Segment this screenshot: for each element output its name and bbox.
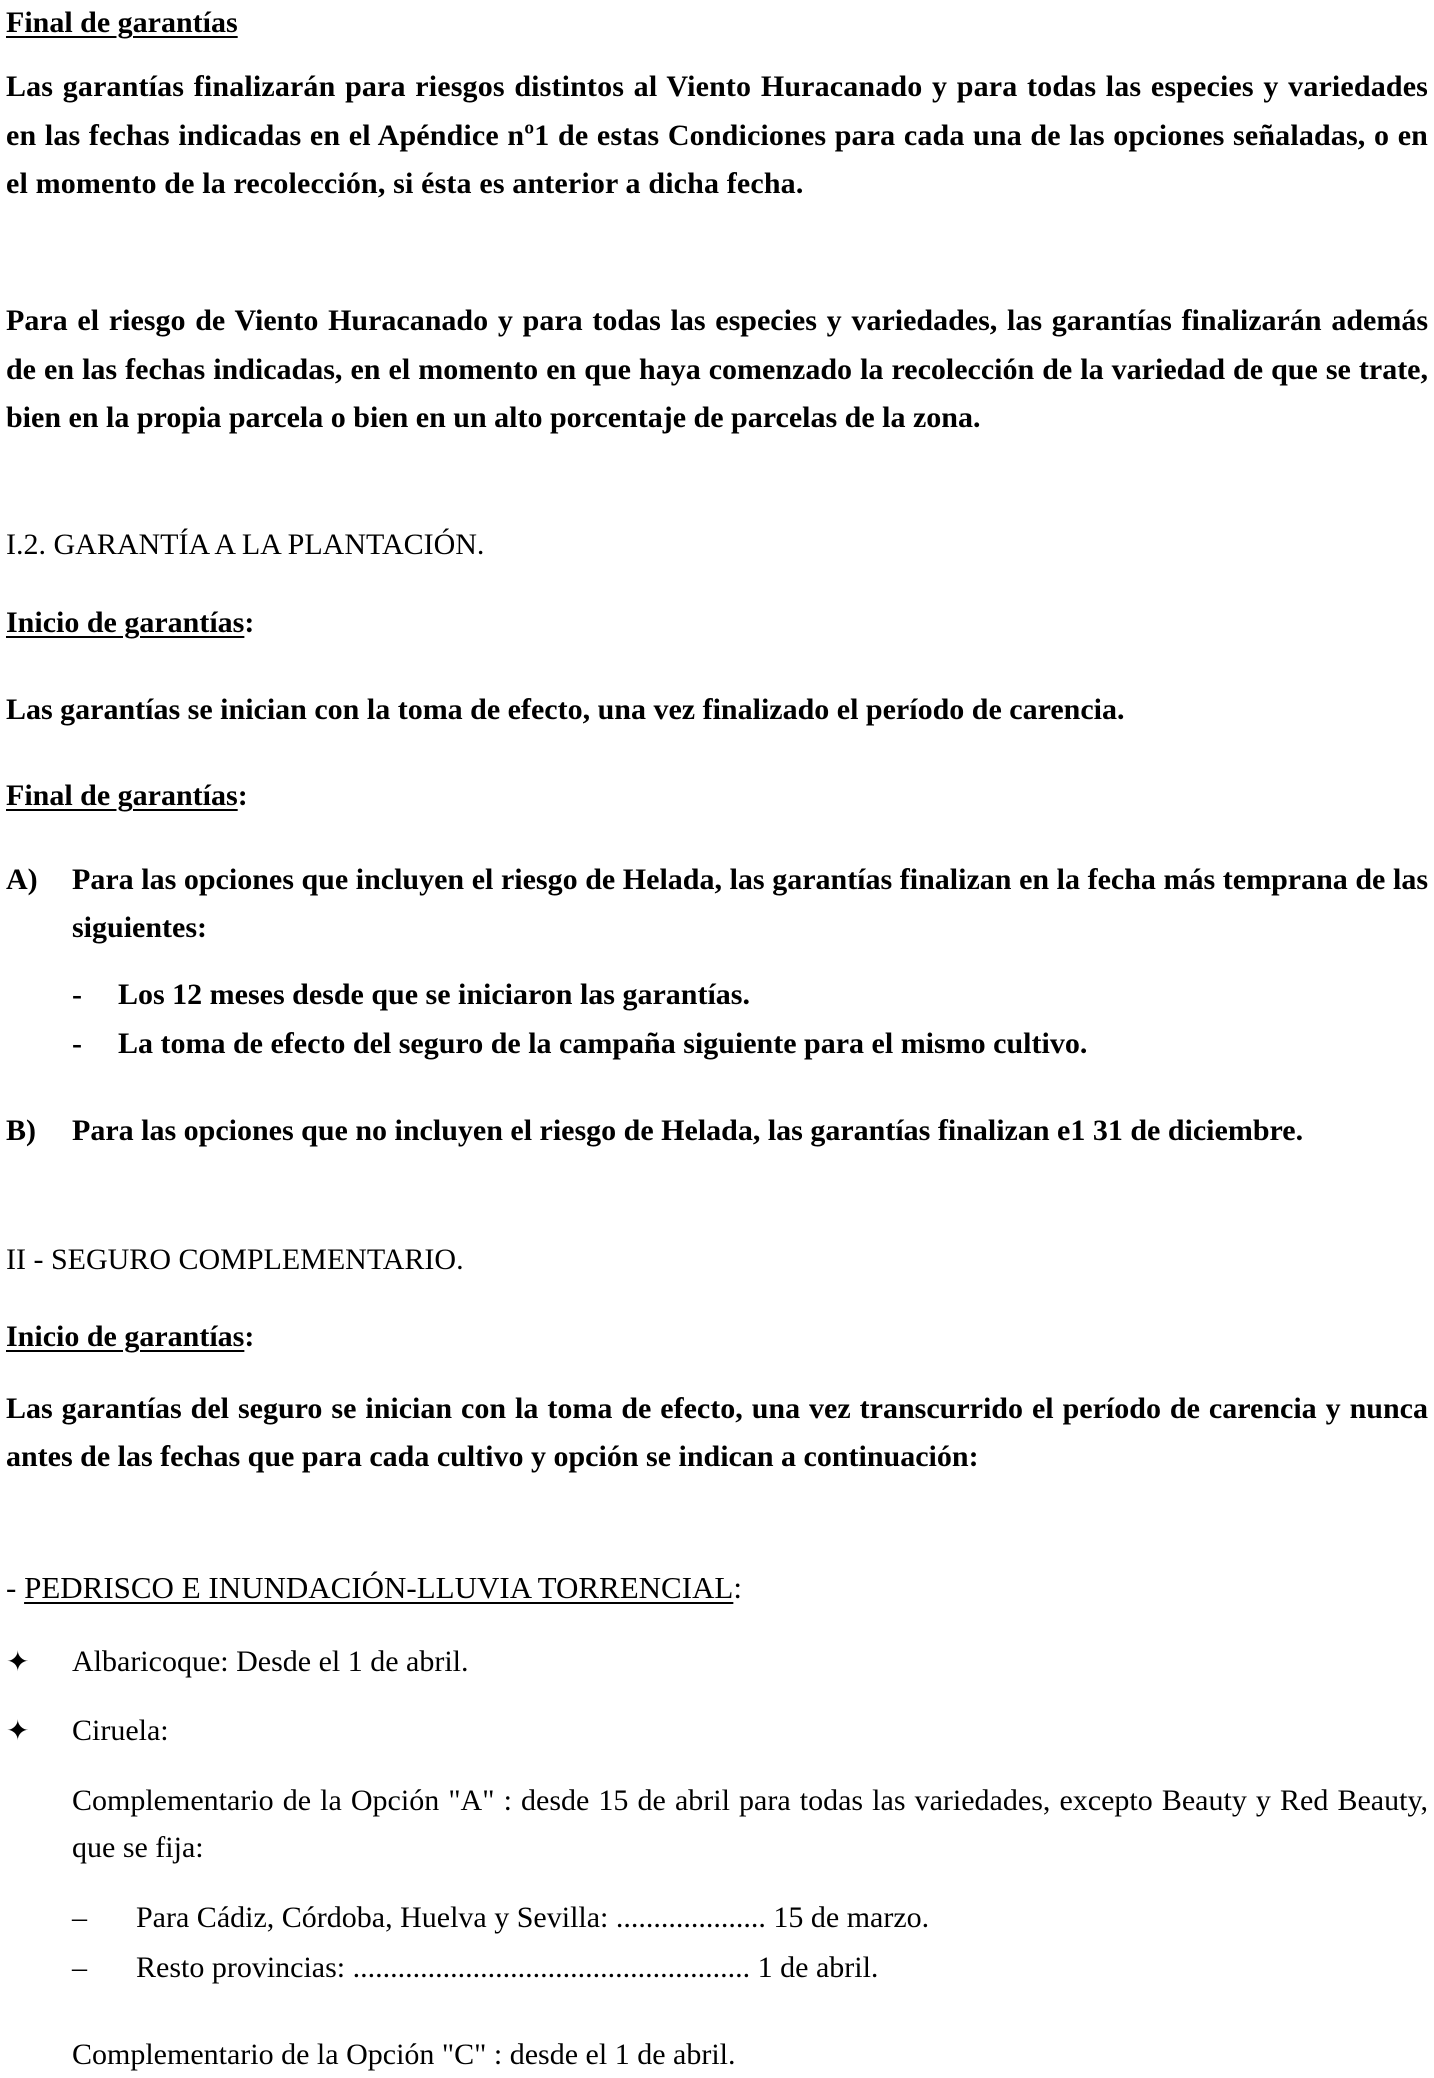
item-a-sublist bbox=[72, 970, 1087, 1068]
inicio-garantias-heading-2 bbox=[6, 1320, 254, 1354]
final-garantias-heading-2-colon: : bbox=[237, 779, 248, 812]
date-list-text: Para Cádiz, Córdoba, Huelva y Sevilla: .................... 15 de marzo. bbox=[136, 1901, 930, 1934]
inicio-garantias-heading-1-colon: : bbox=[244, 606, 255, 639]
star-bullet-icon: ✦ bbox=[6, 1714, 30, 1747]
albaricoque-text: Albaricoque: Desde el 1 de abril. bbox=[72, 1645, 469, 1678]
list-item-b-label: B) bbox=[6, 1114, 36, 1147]
pedrisco-colon: : bbox=[733, 1570, 742, 1605]
final-garantias-paragraph-2: Para el riesgo de Viento Huracanado y para todas las especies y variedades, las garantías finalizarán además de en las fechas indicadas, en el momento en que haya comenzado la recolección de la variedad de que se trate, bien en la propia parcela o bien en un alto porcentaje de parcelas de la zona. bbox=[6, 304, 1428, 434]
albaricoque-item bbox=[6, 1638, 469, 1686]
inicio-garantias-paragraph-2: Las garantías del seguro se inician con la toma de efecto, una vez transcurrido el período de carencia y nunca antes de las fechas que para cada cultivo y opción se indican a continuación: bbox=[6, 1392, 1428, 1473]
list-item bbox=[72, 1943, 929, 1993]
ciruela-date-list bbox=[72, 1893, 929, 1993]
sublist-text: La toma de efecto del seguro de la campaña siguiente para el mismo cultivo. bbox=[118, 1027, 1088, 1060]
pedrisco-prefix: - bbox=[6, 1570, 25, 1605]
ciruela-opcion-c: Complementario de la Opción "C" : desde el 1 de abril. bbox=[72, 2038, 736, 2071]
star-bullet-icon: ✦ bbox=[6, 1645, 30, 1678]
final-garantias-heading-2-text: Final de garantías bbox=[6, 779, 238, 812]
final-garantias-paragraph-1: Las garantías finalizarán para riesgos distintos al Viento Huracanado y para todas las especies y variedades en las fechas indicadas en el Apéndice nº1 de estas Condiciones para cada una de las opciones señaladas, o en el momento de la recolección, si ésta es anterior a dicha fecha. bbox=[6, 70, 1428, 200]
inicio-garantias-heading-2-colon: : bbox=[244, 1320, 255, 1353]
date-list-text: Resto provincias: ..................................................... 1 de abril. bbox=[136, 1951, 879, 1984]
sublist-text: Los 12 meses desde que se iniciaron las garantías. bbox=[118, 978, 750, 1011]
section-heading-ii: II - SEGURO COMPLEMENTARIO. bbox=[6, 1243, 464, 1276]
dash-bullet: – bbox=[72, 1901, 87, 1934]
list-item-a-label: A) bbox=[6, 863, 38, 896]
list-item-a-text: Para las opciones que incluyen el riesgo de Helada, las garantías finalizan en la fecha más temprana de las siguientes: bbox=[72, 863, 1428, 944]
dash-bullet: - bbox=[72, 978, 82, 1011]
inicio-garantias-heading-2-text: Inicio de garantías bbox=[6, 1320, 245, 1353]
ciruela-text: Ciruela: bbox=[72, 1714, 169, 1747]
inicio-garantias-heading-1 bbox=[6, 606, 254, 640]
final-garantias-heading-2 bbox=[6, 779, 248, 813]
dash-bullet: – bbox=[72, 1951, 87, 1984]
dash-bullet: - bbox=[72, 1027, 82, 1060]
final-garantias-heading-1-text: Final de garantías bbox=[6, 6, 238, 39]
final-garantias-heading-1 bbox=[6, 6, 238, 40]
list-item bbox=[72, 1893, 929, 1943]
list-item-b bbox=[6, 1107, 1428, 1155]
section-heading-i2: I.2. GARANTÍA A LA PLANTACIÓN. bbox=[6, 528, 485, 561]
pedrisco-heading bbox=[6, 1570, 742, 1606]
list-item-b-text: Para las opciones que no incluyen el riesgo de Helada, las garantías finalizan e1 31 de diciembre. bbox=[72, 1114, 1304, 1147]
list-item bbox=[72, 1019, 1087, 1068]
inicio-garantias-paragraph-1: Las garantías se inician con la toma de efecto, una vez finalizado el período de carencia. bbox=[6, 693, 1125, 726]
ciruela-item bbox=[6, 1707, 169, 1755]
pedrisco-title: PEDRISCO E INUNDACIÓN-LLUVIA TORRENCIAL bbox=[24, 1570, 734, 1605]
list-item bbox=[72, 970, 1087, 1019]
list-item-a bbox=[6, 856, 1428, 952]
inicio-garantias-heading-1-text: Inicio de garantías bbox=[6, 606, 245, 639]
ciruela-opcion-a: Complementario de la Opción "A" : desde 15 de abril para todas las variedades, excepto Beauty y Red Beauty, que se fija: bbox=[72, 1784, 1428, 1864]
